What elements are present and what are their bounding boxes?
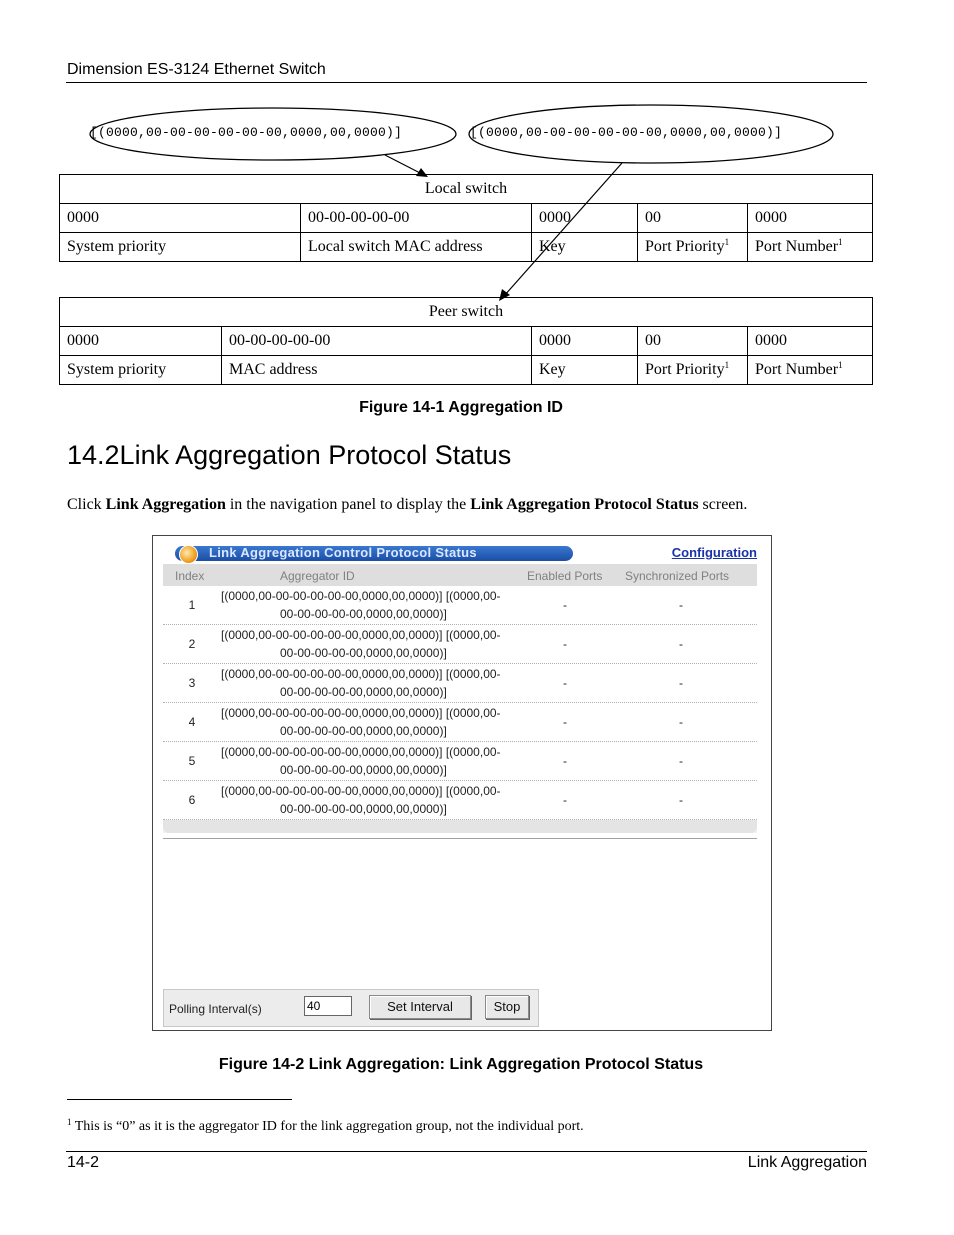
intro-text: Click [67, 496, 106, 513]
polling-interval-input[interactable] [304, 996, 352, 1016]
row-enabled-ports: - [563, 754, 567, 768]
row-index: 1 [188, 598, 196, 612]
peer-label-cell [638, 356, 748, 385]
row-index: 3 [188, 676, 196, 690]
row-index: 6 [188, 793, 196, 807]
screen-divider [163, 838, 757, 839]
intro-bold-term: Link Aggregation [105, 496, 226, 513]
row-synchronized-ports: - [679, 793, 683, 807]
local-label-cell [748, 233, 873, 262]
row-aggregator-id: [(0000,00-00-00-00-00-00,0000,00,0000)] [(0000,00- [221, 667, 501, 681]
banner-orb-icon [179, 545, 198, 564]
peer-value-cell: 0000 [748, 327, 873, 356]
local-value-cell: 0000 [748, 204, 873, 233]
chapter-name: Link Aggregation [747, 1154, 867, 1171]
peer-value-cell: 0000 [60, 327, 222, 356]
footnote-text: This is “0” as it is the aggregator ID for the link aggregation group, not the individual port. [71, 1119, 584, 1134]
table-row [163, 781, 757, 820]
intro-bold-term: Link Aggregation Protocol Status [470, 496, 699, 513]
footnote-mark: 1 [724, 237, 730, 247]
screen-title: Link Aggregation Control Protocol Status [209, 545, 477, 560]
footnote-mark: 1 [838, 237, 843, 247]
footer-rule [66, 1151, 867, 1152]
table-row [163, 625, 757, 664]
table-row [163, 664, 757, 703]
local-label-cell: Key [532, 233, 638, 262]
set-interval-button[interactable]: Set Interval [369, 995, 471, 1019]
row-enabled-ports: - [563, 715, 567, 729]
lacp-status-screenshot [152, 535, 772, 1031]
row-aggregator-id-cont: 00-00-00-00-00,0000,00,0000)] [280, 685, 447, 699]
page-header-title: Dimension ES-3124 Ethernet Switch [67, 61, 326, 78]
label-text: Port Priority [645, 238, 725, 255]
row-aggregator-id-cont: 00-00-00-00-00,0000,00,0000)] [280, 763, 447, 777]
figure-1-caption: Figure 14-1 Aggregation ID [359, 399, 563, 416]
peer-switch-table [59, 297, 873, 385]
configuration-link[interactable]: Configuration [671, 545, 757, 560]
row-aggregator-id-cont: 00-00-00-00-00,0000,00,0000)] [280, 724, 447, 738]
footnote [67, 1119, 584, 1135]
label-text: Port Number [755, 361, 839, 378]
footnote-mark: 1 [838, 360, 843, 370]
figure-2-caption: Figure 14-2 Link Aggregation: Link Aggregation Protocol Status [218, 1056, 704, 1073]
column-header-enabled-ports: Enabled Ports [527, 569, 603, 583]
table-row [163, 742, 757, 781]
column-header-index: Index [175, 569, 205, 583]
local-value-cell: 00 [638, 204, 748, 233]
page-number: 14-2 [67, 1154, 100, 1171]
local-value-cell: 0000 [532, 204, 638, 233]
local-label-cell: Local switch MAC address [301, 233, 532, 262]
table-footer [163, 820, 757, 833]
peer-switch-heading: Peer switch [60, 298, 873, 327]
table-row [163, 586, 757, 625]
footnote-mark: 1 [724, 360, 730, 370]
row-synchronized-ports: - [679, 715, 683, 729]
intro-text: in the navigation panel to display the [225, 496, 471, 513]
row-enabled-ports: - [563, 598, 567, 612]
peer-label-cell [748, 356, 873, 385]
row-index: 5 [188, 754, 196, 768]
polling-toolbar [163, 989, 539, 1027]
peer-label-cell: MAC address [222, 356, 532, 385]
local-switch-table [59, 174, 873, 262]
stop-button[interactable]: Stop [485, 995, 529, 1019]
row-aggregator-id-cont: 00-00-00-00-00,0000,00,0000)] [280, 802, 447, 816]
peer-value-cell: 00 [638, 327, 748, 356]
peer-value-cell: 0000 [532, 327, 638, 356]
row-synchronized-ports: - [679, 676, 683, 690]
peer-value-cell: 00-00-00-00-00 [222, 327, 532, 356]
row-enabled-ports: - [563, 793, 567, 807]
local-value-cell: 0000 [60, 204, 301, 233]
intro-text: screen. [698, 496, 748, 513]
label-text: Port Priority [645, 361, 725, 378]
left-aggregator-id: [(0000,00-00-00-00-00-00,0000,00,0000)] [90, 125, 403, 140]
right-aggregator-id: [(0000,00-00-00-00-00-00,0000,00,0000)] [470, 125, 783, 140]
row-synchronized-ports: - [679, 637, 683, 651]
row-synchronized-ports: - [679, 754, 683, 768]
table-header [163, 564, 757, 586]
local-arrow-line [385, 155, 422, 174]
row-enabled-ports: - [563, 637, 567, 651]
row-aggregator-id-cont: 00-00-00-00-00,0000,00,0000)] [280, 646, 447, 660]
footnote-mark: 1 [67, 1117, 72, 1127]
local-label-cell [638, 233, 748, 262]
peer-label-cell: Key [532, 356, 638, 385]
column-header-synchronized-ports: Synchronized Ports [625, 569, 730, 583]
section-heading: 14.2Link Aggregation Protocol Status [67, 440, 512, 470]
row-synchronized-ports: - [679, 598, 683, 612]
row-aggregator-id: [(0000,00-00-00-00-00-00,0000,00,0000)] [(0000,00- [221, 628, 501, 642]
polling-interval-label: Polling Interval(s) [169, 1002, 262, 1016]
table-row [163, 703, 757, 742]
row-index: 2 [188, 637, 196, 651]
intro-paragraph [67, 496, 747, 514]
local-label-cell: System priority [60, 233, 301, 262]
column-header-aggregator-id: Aggregator ID [280, 569, 355, 583]
row-aggregator-id: [(0000,00-00-00-00-00-00,0000,00,0000)] [(0000,00- [221, 706, 501, 720]
row-enabled-ports: - [563, 676, 567, 690]
peer-label-cell: System priority [60, 356, 222, 385]
footnote-rule [67, 1099, 292, 1100]
aggregation-id-diagram [0, 0, 954, 320]
row-aggregator-id-cont: 00-00-00-00-00,0000,00,0000)] [280, 607, 447, 621]
label-text: Port Number [755, 238, 839, 255]
lacp-status-table [163, 564, 757, 833]
row-aggregator-id: [(0000,00-00-00-00-00-00,0000,00,0000)] [(0000,00- [221, 784, 501, 798]
row-aggregator-id: [(0000,00-00-00-00-00-00,0000,00,0000)] [(0000,00- [221, 589, 501, 603]
row-index: 4 [188, 715, 196, 729]
local-switch-heading: Local switch [60, 175, 873, 204]
local-value-cell: 00-00-00-00-00 [301, 204, 532, 233]
row-aggregator-id: [(0000,00-00-00-00-00-00,0000,00,0000)] [(0000,00- [221, 745, 501, 759]
